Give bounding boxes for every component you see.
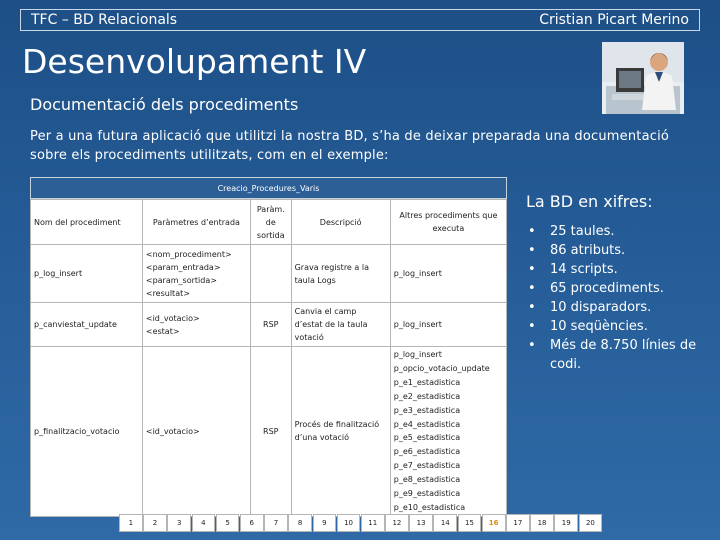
bullet-icon: • [528, 338, 536, 353]
other-item: p_opcio_votacio_update [393, 363, 490, 373]
cell-name: p_log_insert [31, 245, 143, 303]
other-item: p_e7_estadistica [393, 461, 461, 471]
cell-desc: Grava registre a la taula Logs [291, 245, 390, 303]
list-item [526, 279, 706, 298]
param-item: <estat> [145, 326, 180, 336]
pager-page[interactable]: 13 [409, 514, 433, 532]
intro-paragraph: Per a una futura aplicació que utilitzi la nostra BD, s’ha de deixar preparada una documentació sobre els procediments utilitzats, com en el exemple: [30, 129, 670, 163]
list-item [526, 298, 706, 317]
cell-other: p_log_insert [390, 245, 506, 303]
person-at-computer-photo [602, 42, 684, 114]
pager-page[interactable]: 3 [167, 514, 191, 532]
cell-params [142, 245, 250, 303]
bullet-icon: • [528, 262, 536, 277]
cell-params [142, 303, 250, 347]
list-item [526, 336, 706, 374]
pager-page[interactable]: 12 [385, 514, 409, 532]
bullet-icon: • [528, 224, 536, 239]
cell-sortida: RSP [250, 303, 291, 347]
procedures-table [30, 199, 507, 517]
table-row [31, 245, 507, 303]
cell-sortida: RSP [250, 347, 291, 517]
pager-page[interactable]: 14 [433, 514, 457, 532]
stat-text: 10 disparadors. [550, 300, 652, 315]
param-item: <param_entrada> [145, 262, 221, 272]
pager-page[interactable]: 17 [506, 514, 530, 532]
bullet-icon: • [528, 319, 536, 334]
pager-page-current[interactable]: 16 [482, 514, 506, 532]
bullet-icon: • [528, 243, 536, 258]
pager-page[interactable]: 10 [337, 514, 361, 532]
header-params: Paràmetres d’entrada [142, 200, 250, 245]
cell-params [142, 347, 250, 517]
other-item: p_e3_estadistica [393, 405, 461, 415]
cell-desc: Canvia el camp d’estat de la taula votació [291, 303, 390, 347]
list-item [526, 222, 706, 241]
stat-text: Més de 8.750 línies de codi. [550, 338, 697, 372]
header-course: TFC – BD Relacionals [31, 12, 178, 28]
pager-page[interactable]: 8 [288, 514, 312, 532]
table-title: Creacio_Procedures_Varis [30, 177, 507, 199]
cell-sortida [250, 245, 291, 303]
other-item: p_log_insert [393, 350, 442, 359]
slide-title: Desenvolupament IV [22, 42, 367, 81]
other-item: p_e6_estadistica [393, 447, 461, 457]
cell-other [390, 347, 506, 517]
bd-stats-list [526, 222, 706, 374]
pager-page[interactable]: 4 [192, 514, 216, 532]
other-item: p_e4_estadistica [393, 419, 461, 429]
pager-page[interactable]: 7 [264, 514, 288, 532]
list-item [526, 260, 706, 279]
other-item: p_e1_estadistica [393, 377, 461, 387]
param-item: <param_sortida> [145, 275, 217, 285]
param-item: <nom_procediment> [145, 249, 232, 259]
pager-page[interactable]: 9 [313, 514, 337, 532]
pager-page[interactable]: 11 [361, 514, 385, 532]
pager-page[interactable]: 19 [554, 514, 578, 532]
header-desc: Descripció [291, 200, 390, 245]
list-item [526, 317, 706, 336]
pager-page[interactable]: 1 [119, 514, 143, 532]
bullet-icon: • [528, 281, 536, 296]
other-item: p_e8_estadistica [393, 475, 461, 485]
pager-page[interactable]: 15 [458, 514, 482, 532]
other-item: p_e9_estadistica [393, 489, 461, 499]
cell-other: p_log_insert [390, 303, 506, 347]
cell-name: p_canviestat_update [31, 303, 143, 347]
pager-page[interactable]: 5 [216, 514, 240, 532]
param-item: <id_votacio> [145, 426, 200, 436]
header-bar [20, 9, 700, 31]
table-header-row [31, 200, 507, 245]
list-item [526, 241, 706, 260]
slide-pager [119, 514, 603, 532]
cell-desc: Procés de finalització d’una votació [291, 347, 390, 517]
other-item: p_e2_estadistica [393, 391, 461, 401]
pager-page[interactable]: 2 [143, 514, 167, 532]
param-item: <id_votacio> [145, 313, 200, 323]
table-row [31, 347, 507, 517]
other-item: p_e5_estadistica [393, 433, 461, 443]
cell-name: p_finalitzacio_votacio [31, 347, 143, 517]
stat-text: 10 seqüències. [550, 319, 648, 334]
table-row [31, 303, 507, 347]
header-name: Nom del procediment [31, 200, 143, 245]
pager-page[interactable]: 6 [240, 514, 264, 532]
stat-text: 65 procediments. [550, 281, 664, 296]
stat-text: 14 scripts. [550, 262, 618, 277]
bd-stats-title: La BD en xifres: [526, 192, 653, 211]
stat-text: 25 taules. [550, 224, 615, 239]
param-item: <resultat> [145, 288, 190, 298]
header-sortida: Paràm. de sortida [250, 200, 291, 245]
other-item: p_e10_estadistica [393, 502, 466, 512]
slide-subtitle: Documentació dels procediments [30, 95, 299, 114]
header-other: Altres procediments que executa [390, 200, 506, 245]
stat-text: 86 atributs. [550, 243, 626, 258]
header-author: Cristian Picart Merino [539, 12, 689, 28]
pager-page[interactable]: 20 [579, 514, 603, 532]
bullet-icon: • [528, 300, 536, 315]
pager-page[interactable]: 18 [530, 514, 554, 532]
